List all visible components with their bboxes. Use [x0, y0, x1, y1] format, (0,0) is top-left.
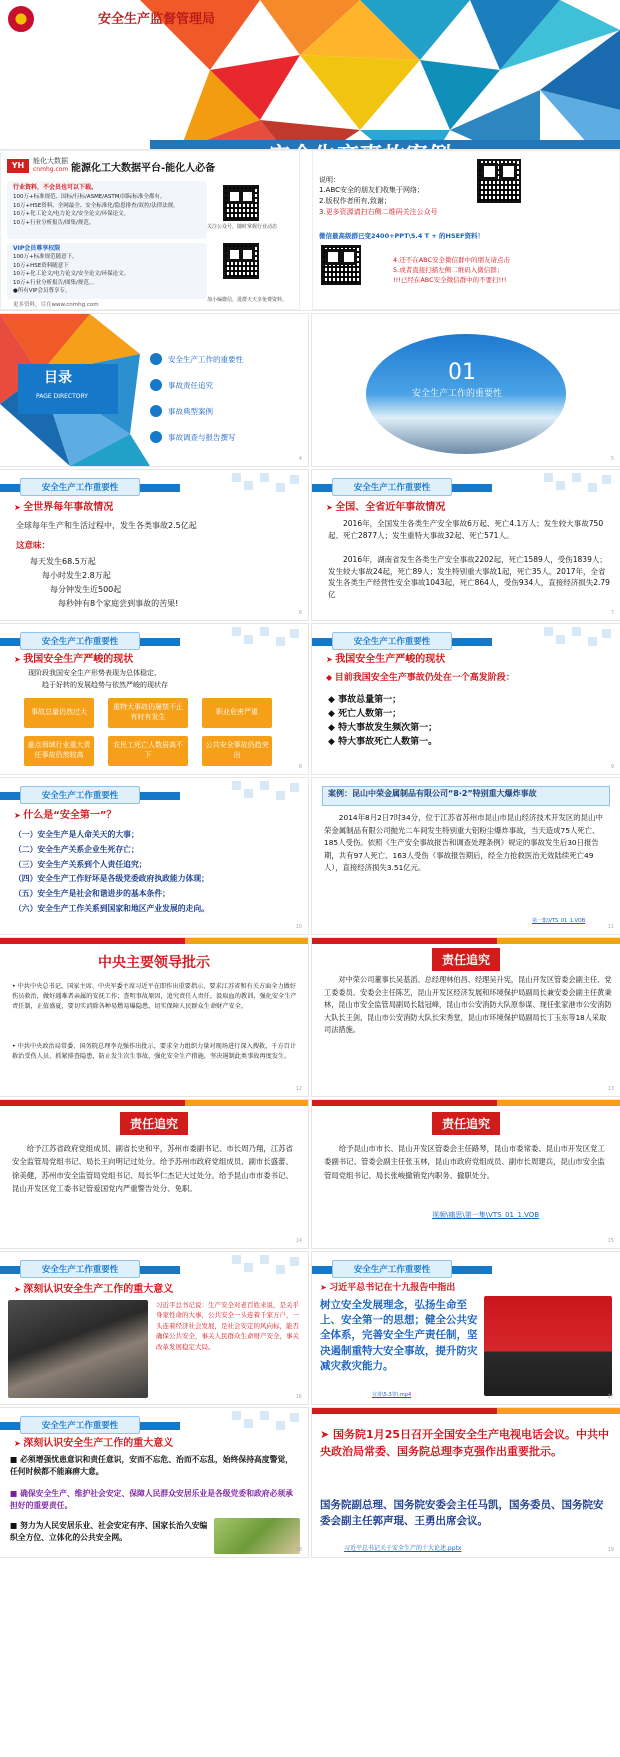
vip-item: 10万+行业分析报告/图集/规范。。 [13, 279, 98, 286]
accountability-slide-1 [312, 938, 620, 1096]
reason-item: （二）安全生产关系企业生死存亡； [14, 844, 139, 854]
heading [14, 1436, 173, 1452]
join-qr-code[interactable] [321, 245, 361, 285]
leader-instructions-slide [0, 938, 308, 1096]
tip-item: 5.或者直接扫描左侧二维码入微信群； [393, 266, 504, 275]
tips-list [393, 255, 510, 285]
ribbon-label: 安全生产工作重要性 [20, 786, 140, 804]
top-accent-bar [312, 938, 620, 944]
page-number: 16 [295, 1394, 302, 1400]
point-text: 努力为人民安居乐业、社会安定有序、国家长治久安编织全方位、立体化的公共安全网。 [10, 1521, 208, 1543]
accountability-body: 给予昆山市市长、昆山开发区管委会主任路琴，昆山市委常委、昆山市开发区党工委副书记、管委会副主任张玉林，昆山市政府党组成员、副市长周建兵，昆山市安全监管局党组书记、局长张峻撤销党内职务、撤职处分。 [324, 1144, 605, 1180]
attendees-paragraph: 国务院副总理、国务院安委会主任马凯，国务委员、国务院安委会副主任郭声琨、王勇出席会议。 [320, 1499, 604, 1527]
directory-item-4[interactable] [150, 424, 300, 450]
rank-item-text: 死亡人数第一； [338, 708, 402, 719]
top-accent-bar [0, 938, 308, 944]
industry-item: 10万+化工论文/电力论文/安全论文/环保论文。 [13, 211, 130, 218]
subheading [326, 672, 515, 686]
report-19th-slide [312, 1252, 620, 1404]
page-number: 12 [295, 1086, 302, 1092]
pixel-decoration [232, 1411, 302, 1437]
stat-line: 每小时发生2.8万起 [42, 571, 111, 580]
page-number: 13 [607, 1086, 614, 1092]
heading [14, 808, 116, 824]
directory-subtitle: PAGE DIRECTORY [36, 393, 88, 400]
section-title: 安全生产工作的重要性 [412, 389, 503, 399]
vip-header: VIP会员尊享权限 [13, 245, 61, 252]
arrow-icon: ➤ [320, 1283, 330, 1292]
stat-line: 每分钟发生近500起 [50, 585, 122, 594]
instruction-xi: • 中共中央总书记、国家主席、中央军委主席习近平在即作出重要指示，要求江苏省和有关方面全力做好伤员救治，做好遇难者亲属的安抚工作；查明事故原因，追究责任人责任，汲取血的教训，强化安全生产责任制，正值盛夏，要切实消除各种易燃易爆隐患，切实保障人民群众生命财产安全。 [12, 983, 297, 1010]
follow-wechat-text: 关注公众号，随时掌握行业动态 [207, 224, 278, 230]
accountability-body: 给予江苏省政府党组成员、副省长史和平，苏州市委副书记、市长周乃翔，江苏省安全监管局党组书记、局长王向明记过处分。给予苏州市政府党组成员、副市长盛蕾、徐美健，苏州市安全监管局党组书记、局长华仁杰记大过处分。给予昆山市市委书记、昆山开发区党工委书记管爱国党内严重警告处分、免职。 [12, 1144, 293, 1193]
heading-text: 什么是“安全第一”？ [23, 810, 117, 821]
more-resources-link[interactable]: 更多资料，尽在www.cnmhg.com [13, 302, 99, 308]
arrow-icon: ➤ [14, 1285, 24, 1294]
point-text: 必须增强忧患意识和责任意识，安而不忘危、治而不忘乱，始终保持高度警觉，任何时候都不能麻痹大意。 [10, 1455, 293, 1477]
page-number: 6 [298, 610, 302, 616]
paragraph-2016-hunan: 2016年，湖南省发生各类生产安全事故2202起，死亡1589人，受伤1839人；发生较大事故24起，死亡89人；发生特别重大事故1起，死亡35人。2017年，全省发生各类生产经营性安全事故1043起，死亡864人，受伤934人，直接经济损失2.79亿 [328, 555, 610, 599]
arrow-icon: ➤ [326, 655, 336, 664]
point-3: ■ 努力为人民安居乐业、社会安定有序、国家长治久安编织全方位、立体化的公共安全网。 [10, 1521, 208, 1543]
world-accidents-slide [0, 470, 308, 620]
notice-item: 3.更多资源请扫右侧二维码关注公众号 [319, 207, 438, 216]
slide-title: 中央主要领导批示 [98, 955, 210, 971]
significance-slide-1 [0, 1252, 308, 1404]
directory-list [150, 346, 300, 450]
ribbon-label: 安全生产工作重要性 [332, 478, 452, 496]
vip-item: 100万+标准规范随意下。 [13, 254, 78, 260]
group-qr-code[interactable] [223, 243, 259, 279]
notice-item: 1.ABC安全的朋友们收集于网络； [319, 186, 425, 194]
high-incidence-slide [312, 624, 620, 774]
rank-item-text: 事故总量第一； [338, 695, 402, 705]
instruction-li-text: 中共中央政治局常委、国务院总理李克强作出批示，要求全力组织力量对现场进行深入搜救，千方百计救治受伤人员，抓紧排查隐患，防止发生次生事故，强化安全生产措施，坚决遏制此类事故再度发生。 [12, 1043, 297, 1060]
status-box: 重点领域行业重大责任事故仍然较高 [24, 736, 94, 766]
status-box: 事故总量仍然过大 [24, 698, 94, 728]
agency-name: 安全生产监督管理局 [98, 12, 216, 27]
slide-title: 责任追究 [120, 1112, 188, 1135]
page-number: 5 [610, 456, 614, 462]
ribbon-label: 安全生产工作重要性 [332, 632, 452, 650]
pptx-link[interactable]: 习近平总书记关于安全生产的十大论述.pptx [344, 1545, 462, 1552]
status-box: 农民工死亡人数居高不下 [108, 736, 188, 766]
brand-logo-icon: YH [7, 159, 29, 173]
slide-title: 责任追究 [432, 1112, 500, 1135]
arrow-icon: ➤ [14, 655, 24, 664]
page-number: 15 [607, 1238, 614, 1244]
directory-item-label: 安全生产工作的重要性 [168, 354, 243, 364]
meaning-label: 这意味： [16, 541, 51, 551]
report-body: 树立安全发展理念，弘扬生命至上、安全第一的思想；健全公共安全体系，完善安全生产责任制，坚决遏制重特大安全事故，提升防灾减灾救灾能力。 [320, 1299, 478, 1372]
arrow-icon: ➤ [14, 811, 24, 820]
status-box: 重特大事故仍屡禁不止有时有发生 [108, 698, 188, 728]
ribbon-label: 安全生产工作重要性 [20, 1260, 140, 1278]
heading-text: 习近平总书记在十九报告中指出 [329, 1283, 456, 1293]
reasons-list [14, 828, 209, 917]
rank-item: ◆ 特大事故发生频次第一； [328, 722, 438, 733]
instruction-li: • 中共中央政治局常委、国务院总理李克强作出批示，要求全力组织力量对现场进行深入搜救，千方百计救治受伤人员，抓紧排查隐患，防止发生次生事故，强化安全生产措施，坚决遏制此类事故再度发生。 [12, 1043, 297, 1060]
point-text: 确保安全生产、维护社会安定、保障人民群众安居乐业是各级党委和政府必须承担好的重要责任。 [10, 1489, 293, 1511]
leader-photo [8, 1300, 148, 1398]
heading-text: 全国、全省近年事故情况 [335, 502, 446, 513]
state-council-slide [312, 1408, 620, 1557]
bullet-icon [150, 431, 162, 443]
notice-title: 说明： [319, 176, 340, 184]
page-number: 4 [298, 456, 302, 462]
page-number: 14 [295, 1238, 302, 1244]
top-accent-bar [312, 1408, 620, 1414]
stat-line: 每天发生68.5万起 [30, 557, 96, 566]
page-number: 10 [295, 924, 302, 930]
ad-slide [0, 150, 620, 310]
slide-title: 责任追究 [432, 948, 500, 971]
diamond-icon: ◆ [326, 673, 335, 682]
industry-header: 行业资料，不会员也可以下载。 [13, 184, 98, 191]
ribbon-label: 安全生产工作重要性 [20, 632, 140, 650]
slide-ribbon [312, 1260, 620, 1278]
bullet-icon [150, 353, 162, 365]
bullet-icon [150, 379, 162, 391]
video-link[interactable]: 第一集\VTS_01_1.VOB [532, 918, 586, 924]
point-1: ■ 必须增强忧患意识和责任意识，安而不忘危、治而不忘乱，始终保持高度警觉，任何时候都不能麻痹大意。 [10, 1455, 293, 1477]
stat-line: 每秒钟有8个家庭尝到事故的苦果! [58, 599, 179, 608]
ribbon-label: 安全生产工作重要性 [332, 1260, 452, 1278]
safety-first-slide [0, 778, 308, 934]
status-box: 公共安全事故仍趋突出 [202, 736, 272, 766]
accountability-slide-3 [312, 1100, 620, 1248]
ribbon-label: 安全生产工作重要性 [20, 1416, 140, 1434]
arrow-icon: ➤ [14, 1439, 24, 1448]
intro-text: 全球每年生产和生活过程中，发生各类事故2.5亿起 [16, 521, 197, 530]
vip-item: ●所有VIP会员尊享专。 [13, 288, 71, 295]
notice-list [319, 185, 438, 218]
pixel-decoration [232, 627, 302, 653]
section-number: 01 [448, 360, 476, 385]
instruction-xi-text: 中共中央总书记、国家主席、中央军委主席习近平在即作出重要指示，要求江苏省和有关方面全力做好伤员救治，做好遇难者亲属的安抚工作；查明事故原因，追究责任人责任，汲取血的教训，强化安全生产责任制，正值盛夏，要切实消除各种易燃易爆隐患，切实保障人民群众生命财产安全。 [12, 983, 297, 1010]
top-accent-bar [312, 1100, 620, 1106]
heading [14, 1282, 173, 1298]
severe-status-slide [0, 624, 308, 774]
page-number: 19 [607, 1547, 614, 1553]
top-accent-bar [0, 1100, 308, 1106]
directory-item-label: 事故典型案例 [168, 406, 213, 416]
directory-item-3[interactable] [150, 398, 300, 424]
ribbon-label: 安全生产工作重要性 [20, 478, 140, 496]
pixel-decoration [232, 1255, 302, 1281]
heading-text: 我国安全生产严峻的现状 [23, 654, 134, 665]
meeting-text: 国务院1月25日召开全国安全生产电视电话会议。中共中央政治局常委、国务院总理李克强作出重要批示。 [320, 1428, 610, 1459]
reason-item: （六）安全生产工作关系到国家和地区产业发展的走向。 [14, 904, 209, 914]
page-number: 17 [607, 1394, 614, 1400]
directory-item-2[interactable] [150, 372, 300, 398]
paragraph-2016-national: 2016年，全国发生各类生产安全事故6万起、死亡4.1万人；发生较大事故750起、死亡2877人；发生重特大事故32起、死亡571人。 [328, 519, 604, 540]
notice-item: 2.版权作者所有,致谢； [319, 196, 391, 205]
account-qr-code[interactable] [477, 159, 521, 203]
brand-site: cnmhg.com [33, 166, 69, 173]
quote-text: 习近平总书记说：生产安全对老百姓来说，是关乎身家性命的大事，公共安全一头连着千家万户，一头连着经济社会发展，是社会安定的风向标，能否确保公共安全，事关人民群众生命财产安全，事关改革发展稳定大局。 [156, 1301, 299, 1351]
directory-item-label: 事故调查与报告撰写 [168, 432, 236, 442]
heading [14, 652, 133, 668]
heading-text: 深刻认识安全生产工作的重大意义 [23, 1284, 174, 1295]
rank-item-text: 特大事故死亡人数第一。 [338, 736, 438, 747]
video-link[interactable]: 视频\痛思\第一集\VTS_01_1.VOB [432, 1211, 540, 1219]
reason-item: （五）安全生产是社会和谐进步的基本条件； [14, 889, 170, 899]
pixel-decoration [544, 473, 614, 499]
rank-item: ◆ 事故总量第一； [328, 695, 402, 705]
speaker-photo [484, 1296, 612, 1396]
page-number: 8 [298, 764, 302, 770]
directory-item-label: 事故责任追究 [168, 380, 213, 390]
add-wechat-text: 加小编微信，进群天天享免费资料。 [207, 297, 288, 303]
case-title: 案例：昆山中荣金属制品有限公司“8·2”特别重大爆炸事故 [328, 789, 537, 798]
rank-item-text: 特大事故发生频次第一； [338, 722, 438, 733]
accountability-body: 对中荣公司董事长吴基滔、总经理林伯昌、经理吴升宪，昆山开发区管委会副主任、党工委委员、安委会主任陈艺，昆山开发区经济发展和环境保护局副局长兼安委会副主任黄秉林，昆山市安全监管局副局长陆冠峰，昆山市公安消防大队原参谋、现任张家港市公安消防大队长王剑，昆山市公安消防大队长宋秀堂，昆山市环境保护局副局长丁玉东等18人采取司法措施。 [324, 975, 612, 1035]
ad-headline: 能源化工大数据平台-能化人必备 [71, 163, 216, 174]
heading [320, 1282, 455, 1296]
point-2: ■ 确保安全生产、维护社会安定、保障人民群众安居乐业是各级党委和政府必须承担好的重要责任。 [10, 1489, 293, 1511]
directory-title: 目录 [44, 370, 72, 386]
directory-item-1[interactable] [150, 346, 300, 372]
case-body: 2014年8月2日7时34分，位于江苏省苏州市昆山市昆山经济技术开发区的昆山中荣金属制品有限公司抛光二车间发生特别重大铝粉尘爆炸事故，当天造成75人死亡、185人受伤。依照《生产安全事故报告和调查处理条例》规定的事故发生后30日报告期，共有97人死亡、163人受伤（事故报告期后，经全力抢救医治无效陆续死亡49人），直接经济损失3.51亿元。 [324, 813, 603, 873]
heading-text: 我国安全生产严峻的现状 [335, 654, 446, 665]
rank-item: ◆ 死亡人数第一； [328, 708, 402, 719]
vip-list [13, 253, 209, 296]
accountability-slide-2 [0, 1100, 308, 1248]
intro-line-1: 现阶段我国安全生产形势表现为总体稳定、 [28, 669, 161, 677]
reason-item: （三）安全生产关系到个人责任追究； [14, 859, 147, 869]
section-cover-slide [312, 314, 620, 466]
emblem-icon [8, 6, 34, 32]
rank-item: ◆ 特大事故死亡人数第一。 [328, 736, 438, 747]
ad-right-panel [312, 150, 620, 310]
pixel-decoration [544, 627, 614, 653]
page-number: 9 [610, 764, 614, 770]
page-number: 7 [610, 610, 614, 616]
arrow-icon: ➤ [326, 503, 336, 512]
subheading-text: 目前我国安全生产事故仍处在一个高发阶段： [334, 673, 515, 683]
status-box: 职业危害严重 [202, 698, 272, 728]
industry-list [13, 193, 209, 227]
directory-slide [0, 314, 308, 466]
weixin-line: 微信最高级群已变2400+PPT\5.4 T + 的HSEF资料！ [319, 232, 485, 240]
pixel-decoration [232, 781, 302, 807]
rank-list [328, 694, 437, 750]
significance-slide-2 [0, 1408, 308, 1557]
reason-item: （四）安全生产工作好坏是各级党委政府执政能力体现； [14, 874, 209, 884]
vip-item: 10万+化工论文/电力论文/安全论文/环保论文。 [13, 271, 130, 278]
page-number: 11 [607, 924, 614, 930]
brand-name: 能化大数据 [33, 157, 68, 165]
arrow-icon: ➤ [320, 1428, 334, 1441]
heading [326, 500, 445, 516]
industry-item: 100万+标准规范、国标/行标/ASME/ASTM/国际标准全都有。 [13, 194, 166, 200]
video-link[interactable]: 宣讲\5.3等\.mp4 [372, 1392, 412, 1398]
heading-text: 深刻认识安全生产工作的重大意义 [23, 1438, 174, 1449]
page-number: 18 [295, 1547, 302, 1553]
industry-item: 10万+行业分析报告/图集/规范。 [13, 219, 95, 226]
case-kunshan-slide [312, 778, 620, 934]
industry-item: 10万+HSE资料、全网最全、安全标准化/隐患排查/双控/法律法规。 [13, 202, 179, 209]
reason-item: （一）安全生产是人命关天的大事； [14, 830, 139, 839]
heading-text: 全世界每年事故情况 [23, 502, 114, 513]
vip-item: 10万+HSE资料随意下 [13, 262, 69, 269]
ad-left-panel [0, 150, 300, 310]
wechat-qr-code[interactable] [223, 185, 259, 221]
bullet-icon [150, 405, 162, 417]
tip-item: 4.还不在ABC安全微信群中的朋友请点击 [393, 256, 511, 264]
national-accidents-slide [312, 470, 620, 620]
heading [14, 500, 113, 516]
illustration-image [214, 1518, 300, 1554]
tip-item: !!!已经在ABC安全微信群中的不要扫!!! [393, 276, 507, 285]
pixel-decoration [232, 473, 302, 499]
meeting-paragraph [320, 1426, 612, 1460]
heading [326, 652, 445, 668]
intro-line-2: 趋于好转的发展趋势与依然严峻的现状存 [42, 681, 168, 689]
arrow-icon: ➤ [14, 503, 24, 512]
